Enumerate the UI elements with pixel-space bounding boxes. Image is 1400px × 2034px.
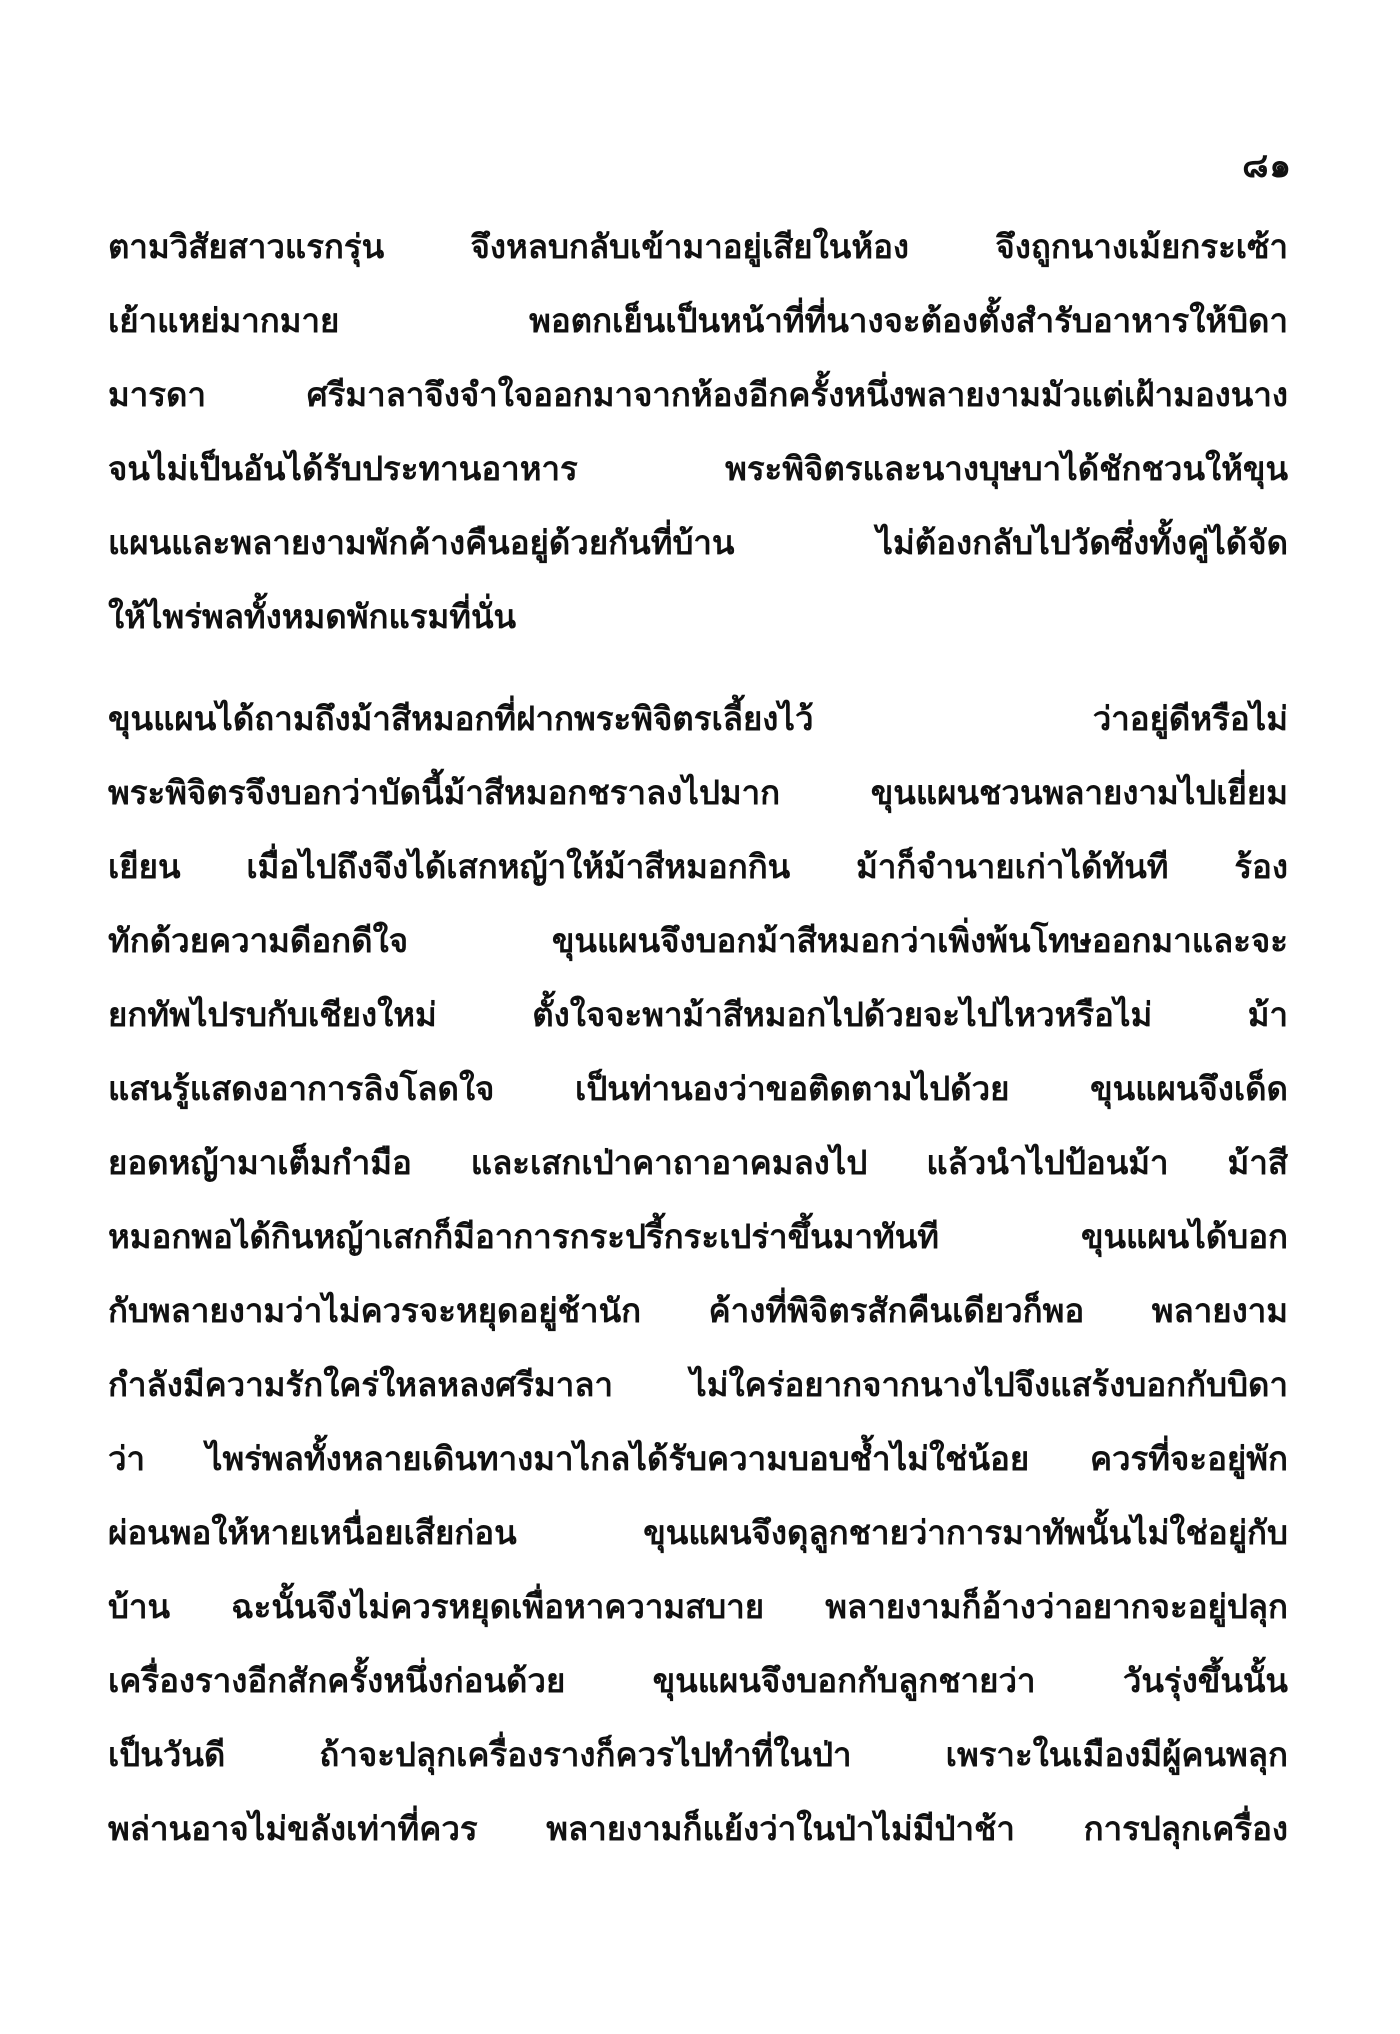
text-line: เย้าแหย่มากมาย พอตกเย็นเป็นหน้าที่ที่นางจะต้องตั้งสำรับอาหารให้บิดา [108,301,1288,340]
text-line: ทักด้วยความดีอกดีใจ ขุนแผนจึงบอกม้าสีหมอกว่าเพิ่งพ้นโทษออกมาและจะ [108,921,1288,960]
page-number: ๘๑ [1242,146,1292,186]
text-line: เป็นวันดี ถ้าจะปลุกเครื่องรางก็ควรไปทำที่ในป่า เพราะในเมืองมีผู้คนพลุก [108,1735,1288,1774]
text-line: กับพลายงามว่าไม่ควรจะหยุดอยู่ช้านัก ค้างที่พิจิตรสักคืนเดียวก็พอ พลายงาม [108,1291,1288,1330]
text-line: ยกทัพไปรบกับเชียงใหม่ ตั้งใจจะพาม้าสีหมอกไปด้วยจะไปไหวหรือไม่ ม้า [108,995,1288,1034]
text-line: เยียน เมื่อไปถึงจึงได้เสกหญ้าให้ม้าสีหมอกกิน ม้าก็จำนายเก่าได้ทันที ร้อง [108,847,1288,886]
paragraph-1 [108,210,1288,654]
text-line: เครื่องรางอีกสักครั้งหนึ่งก่อนด้วย ขุนแผนจึงบอกกับลูกชายว่า วันรุ่งขึ้นนั้น [108,1661,1288,1700]
text-line: พระพิจิตรจึงบอกว่าบัดนี้ม้าสีหมอกชราลงไปมาก ขุนแผนชวนพลายงามไปเยี่ยม [108,773,1288,812]
paragraph-2 [108,682,1288,1866]
text-line: กำลังมีความรักใคร่ใหลหลงศรีมาลา ไม่ใคร่อยากจากนางไปจึงแสร้งบอกกับบิดา [108,1365,1288,1404]
paragraph-gap [108,654,1288,682]
text-line: พล่านอาจไม่ขลังเท่าที่ควร พลายงามก็แย้งว่าในป่าไม่มีป่าช้า การปลุกเครื่อง [108,1809,1288,1848]
text-line: หมอกพอได้กินหญ้าเสกก็มีอาการกระปรี้กระเปร่าขึ้นมาทันที ขุนแผนได้บอก [108,1217,1288,1256]
body-text [108,210,1288,1866]
text-line: บ้าน ฉะนั้นจึงไม่ควรหยุดเพื่อหาความสบาย พลายงามก็อ้างว่าอยากจะอยู่ปลุก [108,1587,1288,1626]
text-line: ตามวิสัยสาวแรกรุ่น จึงหลบกลับเข้ามาอยู่เสียในห้อง จึงถูกนางเม้ยกระเซ้า [108,227,1288,266]
text-line: จนไม่เป็นอันได้รับประทานอาหาร พระพิจิตรและนางบุษบาได้ชักชวนให้ขุน [108,449,1288,488]
text-line: แสนรู้แสดงอาการลิงโลดใจ เป็นท่านองว่าขอติดตามไปด้วย ขุนแผนจึงเด็ด [108,1069,1288,1108]
text-line: มารดา ศรีมาลาจึงจำใจออกมาจากห้องอีกครั้งหนึ่งพลายงามมัวแต่เฝ้ามองนาง [108,375,1288,414]
text-line: ผ่อนพอให้หายเหนื่อยเสียก่อน ขุนแผนจึงดุลูกชายว่าการมาทัพนั้นไม่ใช่อยู่กับ [108,1513,1288,1552]
text-line: ว่า ไพร่พลทั้งหลายเดินทางมาไกลได้รับความบอบช้ำไม่ใช่น้อย ควรที่จะอยู่พัก [108,1439,1288,1478]
text-line: ขุนแผนได้ถามถึงม้าสีหมอกที่ฝากพระพิจิตรเลี้ยงไว้ ว่าอยู่ดีหรือไม่ [108,699,1288,738]
text-line: แผนและพลายงามพักค้างคืนอยู่ด้วยกันที่บ้าน ไม่ต้องกลับไปวัดซึ่งทั้งคู่ได้จัด [108,523,1288,562]
text-line: ยอดหญ้ามาเต็มกำมือ และเสกเป่าคาถาอาคมลงไป แล้วนำไปป้อนม้า ม้าสี [108,1143,1288,1182]
text-line: ให้ไพร่พลทั้งหมดพักแรมที่นั่น [108,597,517,636]
